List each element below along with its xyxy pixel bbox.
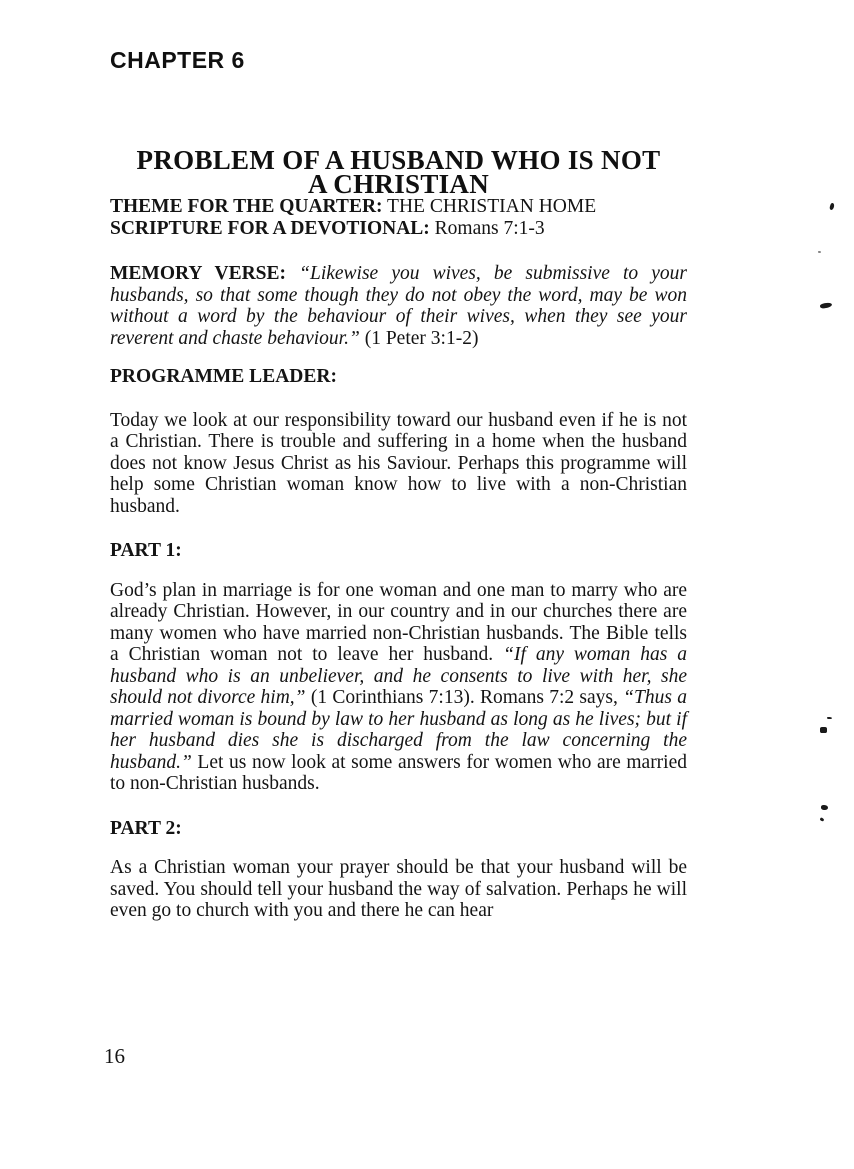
part-2-heading: PART 2: (110, 817, 182, 839)
ink-speck (821, 805, 828, 810)
page-title (110, 145, 687, 199)
ink-speck (827, 717, 832, 719)
page-number: 16 (104, 1044, 125, 1068)
part-1-heading: PART 1: (110, 540, 182, 561)
ink-speck (829, 203, 835, 211)
page-title-line-1: PROBLEM OF A HUSBAND WHO IS NOT (136, 145, 661, 175)
ink-speck (820, 302, 833, 309)
page-title-line-2: A CHRISTIAN (307, 169, 490, 199)
theme-line: THEME FOR THE QUARTER: THE CHRISTIAN HOME (110, 196, 597, 217)
programme-leader-heading: PROGRAMME LEADER: (110, 366, 337, 387)
memory-verse-paragraph: MEMORY VERSE: “Likewise you wives, be submissive to your husbands, so that some though they do not obey the word, may be won without a word by the behaviour of their wives, when they see your reverent and chaste behaviour.” (1 Peter 3:1-2) (110, 263, 688, 349)
scripture-line: SCRIPTURE FOR A DEVOTIONAL: Romans 7:1-3 (110, 217, 545, 239)
ink-speck (820, 817, 825, 822)
chapter-heading: CHAPTER 6 (110, 47, 245, 73)
programme-leader-paragraph: Today we look at our responsibility toward our husband even if he is not a Christian. There is trouble and suffering in a home when the husband does not know Jesus Christ as his Saviour. Perhaps this programme will help some Christian woman know how to live with a non-Christian husband. (110, 409, 687, 517)
ink-speck (820, 727, 827, 733)
ink-speck (818, 251, 821, 253)
text-column (110, 0, 687, 922)
part-2-paragraph: As a Christian woman your prayer should be that your husband will be saved. You should tell your husband the way of salvation. Perhaps he will even go to church with you and there he can hear (110, 857, 687, 921)
part-1-paragraph: God’s plan in marriage is for one woman and one man to marry who are already Christian. However, in our country and in our churches there are many women who have married non-Christian husbands. The Bible tells a Christian woman not to leave her husband. “If any woman has a husband who is an unbeliever, and he consents to live with her, she should not divorce him,” (1 Corinthians 7:13). Romans 7:2 says, “Thus a married woman is bound by law to her husband as long as he lives; but if her husband dies she is discharged from the law concerning the husband.” Let us now look at some answers for women who are married to non-Christian husbands. (110, 579, 688, 794)
